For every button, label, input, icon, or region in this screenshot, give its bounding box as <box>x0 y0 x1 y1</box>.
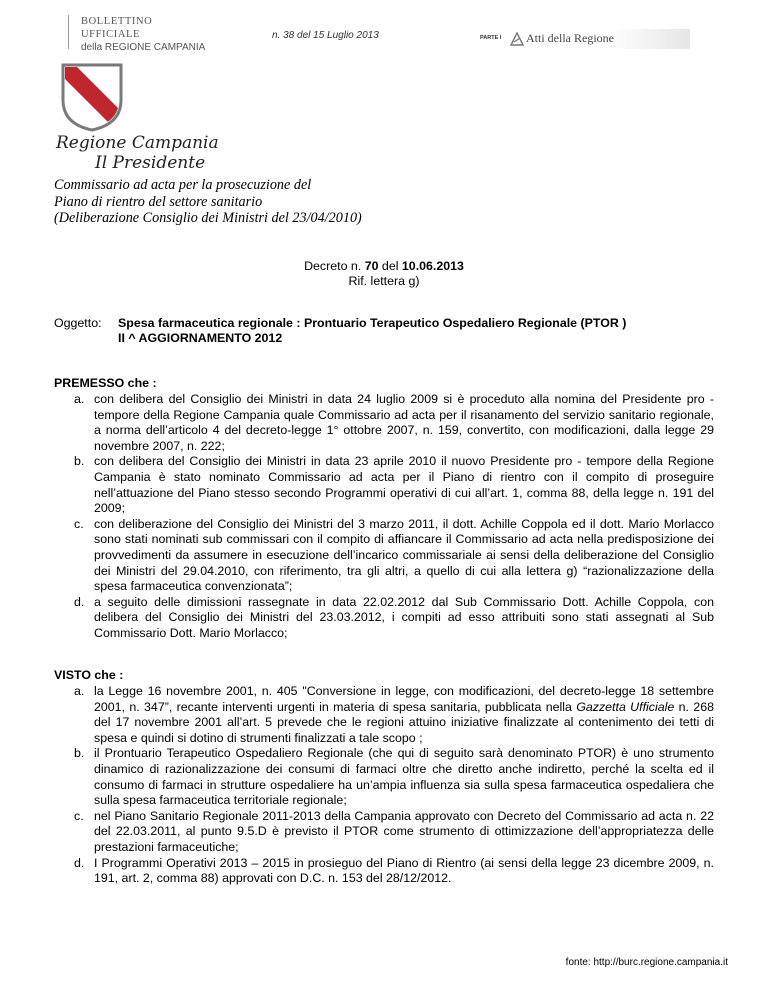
source-footer: fonte: http://burc.regione.campania.it <box>565 957 728 968</box>
commissario-line: Piano di rientro del settore sanitario <box>54 193 263 210</box>
list-item <box>54 856 714 887</box>
parte-title: Atti della Regione <box>526 31 614 45</box>
region-name: Regione Campania <box>56 133 219 153</box>
bollettino-subtitle: della REGIONE CAMPANIA <box>81 42 206 53</box>
item-letter: a. <box>74 684 85 698</box>
parte-banner <box>480 29 690 49</box>
premesso-list <box>54 392 714 642</box>
item-letter: a. <box>74 392 85 406</box>
commissario-line: (Deliberazione Consiglio dei Ministri del 23/04/2010) <box>54 210 362 226</box>
item-letter: d. <box>74 594 85 609</box>
item-letter: c. <box>74 808 84 823</box>
list-item <box>54 684 714 746</box>
item-text: a seguito delle dimissioni rassegnate in data 22.02.2012 dal Sub Commissario Dott. Achille Coppola, con delibera del Consiglio dei Ministri del 23.03.2012, i compiti ad esso attribuiti sono stati assegnati al Sub Commissario Dott. Mario Morlacco; <box>94 594 714 640</box>
regione-campania-crest-icon <box>60 62 124 132</box>
item-letter: b. <box>74 454 85 469</box>
decree-number <box>0 259 768 273</box>
item-text-before: la Legge 16 novembre 2001, n. 405 "Conversione in legge, con modificazioni, del decreto-legge 18 settembre 2001, n. 347”, recante interventi urgenti in materia di spesa sanitaria, pubblicata nella <box>94 684 714 714</box>
president-title: Il Presidente <box>95 153 206 173</box>
item-text: con deliberazione del Consiglio dei Ministri del 3 marzo 2011, il dott. Achille Coppola ed il dott. Mario Morlacco sono stati nominati sub commissari con il compito di affiancare il Commissario ad acta nella predisposizione dei provvedimenti da assumere in esecuzione dell’incarico commissariale ai sensi della deliberazione del Consiglio dei Ministri del 29.04.2010, con riferimento, tra gli altri, a quello di cui alla lettera g) “razionalizzazione della spesa farmaceutica convenzionata”; <box>94 516 714 594</box>
decree-reference: Rif. lettera g) <box>348 274 420 288</box>
gazzetta-ufficiale-text: Gazzetta Ufficiale <box>576 699 675 714</box>
premesso-heading: PREMESSO che : <box>54 376 157 390</box>
parte-label: PARTE I <box>480 35 502 41</box>
oggetto-subject: Spesa farmaceutica regionale : Prontuario Terapeutico Ospedaliero Regionale (PTOR ) <box>118 316 627 330</box>
commissario-line: Commissario ad acta per la prosecuzione del <box>54 177 312 193</box>
bollettino-masthead <box>68 15 211 53</box>
item-letter: d. <box>74 855 85 870</box>
regione-logo-icon <box>510 32 524 51</box>
item-text: il Prontuario Terapeutico Ospedaliero Regionale (che qui di seguito sarà denominato PTOR) è uno strumento dinamico di razionalizzazione dei consumi di farmaci oltre che diretto anche indiretto, perché la scelta ed il consumo di farmaci in strutture ospedaliere ha un’ampia influenza sia sulla spesa farmaceutica ospedaliera che sulla spesa farmaceutica territoriale regionale; <box>94 746 714 808</box>
list-item <box>54 595 714 642</box>
commissario-block <box>54 177 362 227</box>
item-text: con delibera del Consiglio dei Ministri in data 23 aprile 2010 il nuovo Presidente pro - tempore della Regione Campania è stato nominato Commissario ad acta per il Piano di rientro con il compito di proseguire nell’attuazione del Piano stesso secondo Programmi operativi di cui all’art. 1, comma 88, della legge n. 191 del 2009; <box>94 454 714 516</box>
item-text: I Programmi Operativi 2013 – 2015 in prosieguo del Piano di Rientro (ai sensi della legge 23 dicembre 2009, n. 191, art. 2, comma 88) approvati con D.C. n. 153 del 28/12/2012. <box>94 855 714 886</box>
item-letter: c. <box>74 516 84 531</box>
visto-list <box>54 684 714 887</box>
list-item <box>54 517 714 595</box>
list-item <box>54 454 714 516</box>
list-item <box>54 809 714 856</box>
decree-mid: del <box>378 259 402 273</box>
item-letter: b. <box>74 746 85 761</box>
list-item <box>54 392 714 454</box>
oggetto-subject-line2: II ^ AGGIORNAMENTO 2012 <box>118 331 283 345</box>
bollettino-title: BOLLETTINO UFFICIALE <box>81 16 153 40</box>
decree-date: 10.06.2013 <box>401 259 464 273</box>
issue-number: n. 38 del 15 Luglio 2013 <box>272 30 379 41</box>
visto-heading: VISTO che : <box>54 668 124 682</box>
decree-num: 70 <box>364 259 379 273</box>
list-item <box>54 746 714 808</box>
decree-prefix: Decreto n. <box>304 259 365 273</box>
item-text: con delibera del Consiglio dei Ministri in data 24 luglio 2009 si è proceduto alla nomina del Presidente pro - tempore della Regione Campania quale Commissario ad acta per il risanamento del servizio sanitario regionale, a norma dell’articolo 4 del decreto-legge 1° ottobre 2007, n. 159, convertito, con modificazioni, dalla legge 29 novembre 2007, n. 222; <box>94 392 714 453</box>
oggetto-label: Oggetto: <box>54 316 102 330</box>
oggetto-block <box>54 316 626 346</box>
item-text-after: n. 268 del 17 novembre 2001 all’art. 5 prevede che le regioni attuino iniziative finalizzate al contenimento dei tetti di spesa e quindi si dotino di strumenti finalizzati a tale scopo ; <box>94 699 714 745</box>
item-text: nel Piano Sanitario Regionale 2011-2013 della Campania approvato con Decreto del Commissario ad acta n. 22 del 22.03.2011, al punto 9.5.D è previsto il PTOR come strumento di ottimizzazione dell’appropriatezza delle prestazioni farmaceutiche; <box>94 808 714 854</box>
